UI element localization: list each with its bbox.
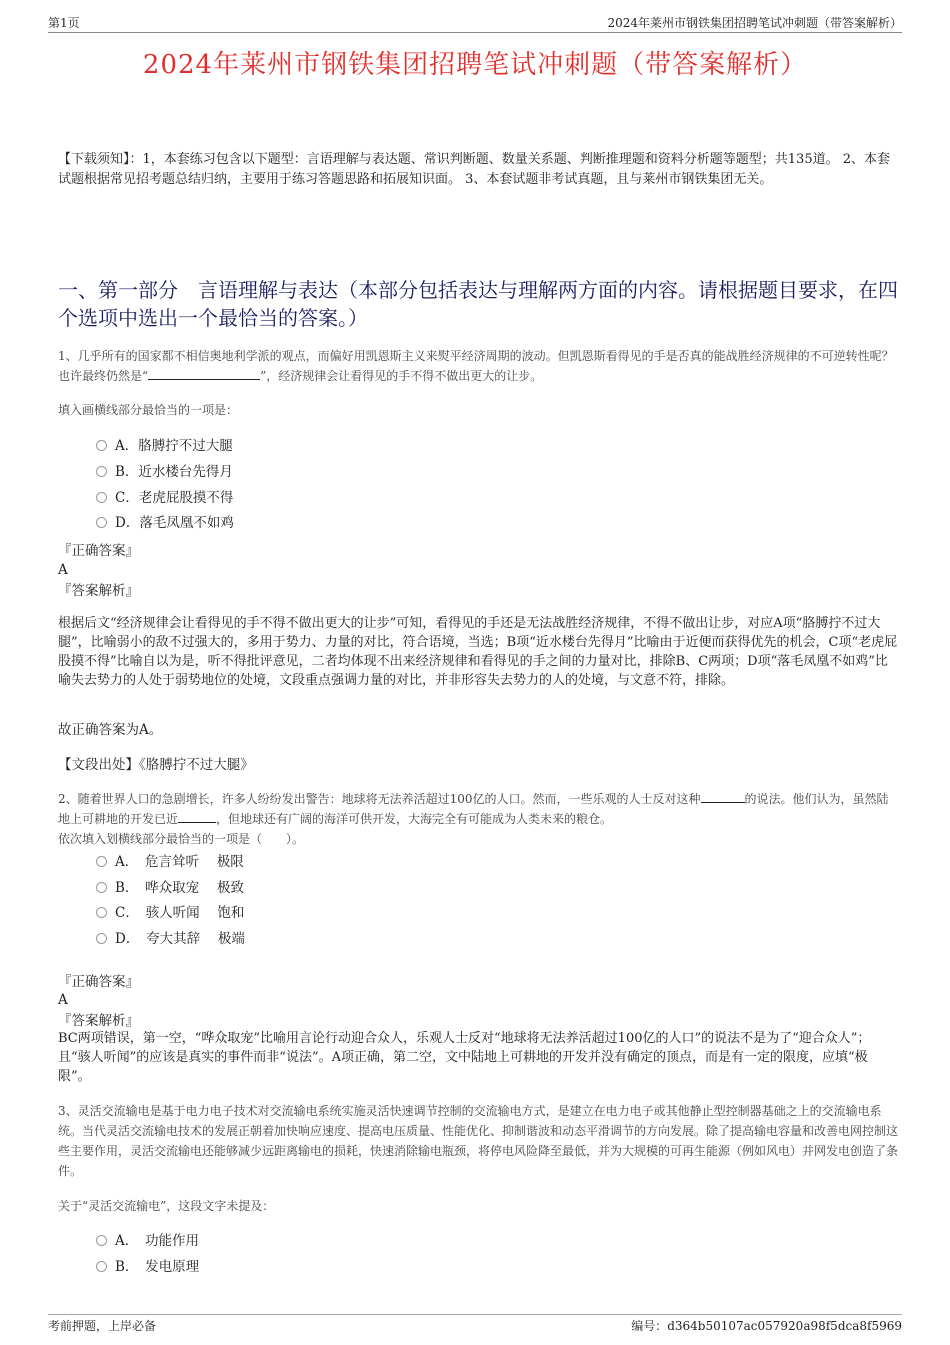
q1-source: 【文段出处】《胳膊拧不过大腿》 <box>58 757 254 773</box>
q2-answer-label: 『正确答案』 <box>58 974 139 990</box>
radio-icon[interactable] <box>96 933 107 944</box>
q2-option-b[interactable]: B． 哗众取宠 极致 <box>96 877 244 899</box>
q2-option-d[interactable]: D． 夸大其辞 极端 <box>96 928 245 950</box>
q2-analysis-label: 『答案解析』 <box>58 1013 139 1029</box>
radio-icon[interactable] <box>96 856 107 867</box>
download-notice: 【下载须知】：1，本套练习包含以下题型：言语理解与表达题、常识判断题、数量关系题、判断推理题和资料分析题等题型；共135道。 2、本套试题根据常见招考题总结归纳，主要用于练习答题思路和拓展知识面。 3、本套试题非考试真题，且与莱州市钢铁集团无关。 <box>58 152 890 187</box>
q2-answer: A <box>58 992 68 1008</box>
q3-option-b[interactable]: B． 发电原理 <box>96 1256 199 1278</box>
radio-icon[interactable] <box>96 882 107 893</box>
q1-option-b[interactable]: B．近水楼台先得月 <box>96 461 233 483</box>
header-doc-title: 2024年莱州市钢铁集团招聘笔试冲刺题（带答案解析） <box>607 16 902 30</box>
radio-icon[interactable] <box>96 517 107 528</box>
q1-answer: A <box>58 562 68 578</box>
radio-icon[interactable] <box>96 1235 107 1246</box>
footer-serial: 编号：d364b50107ac057920a98f5dca8f5969 <box>631 1319 902 1333</box>
q1-conclusion: 故正确答案为A。 <box>58 722 163 738</box>
q1-stem: 1、几乎所有的国家都不相信奥地利学派的观点，而偏好用凯恩斯主义来熨平经济周期的波动。但凯恩斯看得见的手是否真的能战胜经济规律的不可逆转性呢？也许最终仍然是“ ”，经济规律会让看得见的手不得不做出更大的让步。 <box>58 349 894 383</box>
q2-analysis: BC两项错误，第一空，“哗众取宠”比喻用言论行动迎合众人，乐观人士反对“地球将无法养活超过100亿的人口”的说法不是为了“迎合众人”；且“骇人听闻”的应该是真实的事件而非“说法”。A项正确，第二空，文中陆地上可耕地的开发并没有确定的顶点，而是有一定的限度，应填“极限”。 <box>58 1031 871 1084</box>
q1-analysis: 根据后文“经济规律会让看得见的手不得不做出更大的让步”可知，看得见的手还是无法战胜经济规律，不得不做出让步，对应A项“胳膊拧不过大腿”，比喻弱小的敌不过强大的，多用于势力、力量的对比，符合语境，当选；B项“近水楼台先得月”比喻由于近便而获得优先的机会，C项“老虎屁股摸不得”比喻自以为是，听不得批评意见，二者均体现不出来经济规律和看得见的手之间的力量对比，排除B、C两项；D项“落毛凤凰不如鸡”比喻失去势力的人处于弱势地位的处境，文段重点强调力量的对比，并非形容失去势力的人的处境，与文意不符，排除。 <box>58 616 898 688</box>
radio-icon[interactable] <box>96 1261 107 1272</box>
q2-stem: 2、随着世界人口的急剧增长，许多人纷纷发出警告：地球将无法养活超过100亿的人口。然而，一些乐观的人士反对这种 的说法。他们认为，虽然陆地上可耕地的开发已近 ，但地球还有广阔的海洋可供开发，大海完全有可能成为人类未来的粮仓。 <box>58 792 889 826</box>
q1-analysis-label: 『答案解析』 <box>58 583 139 599</box>
q2-option-c[interactable]: C． 骇人听闻 饱和 <box>96 902 244 924</box>
radio-icon[interactable] <box>96 440 107 451</box>
q1-option-d[interactable]: D．落毛凤凰不如鸡 <box>96 512 234 534</box>
q1-answer-label: 『正确答案』 <box>58 543 139 559</box>
section-heading: 一、第一部分 言语理解与表达（本部分包括表达与理解两方面的内容。请根据题目要求，在四个选项中选出一个最恰当的答案。） <box>58 278 898 330</box>
radio-icon[interactable] <box>96 907 107 918</box>
radio-icon[interactable] <box>96 466 107 477</box>
q3-stem: 3、灵活交流输电是基于电力电子技术对交流输电系统实施灵活快速调节控制的交流输电方式，是建立在电力电子或其他静止型控制器基础之上的交流输电系统。当代灵活交流输电技术的发展正朝着加快响应速度、提高电压质量、性能优化、抑制谐波和动态平滑调节的方向发展。除了提高输电容量和改善电网控制这些主要作用，灵活交流输电还能够减少远距离输电的损耗，快速消除输电瓶颈，将停电风险降至最低，并为大规模的可再生能源（例如风电）并网发电创造了条件。 <box>58 1104 899 1178</box>
page-number: 第1页 <box>48 16 80 30</box>
q3-prompt: 关于“灵活交流输电”，这段文字未提及： <box>58 1199 275 1213</box>
page-header <box>48 14 902 33</box>
footer-slogan: 考前押题，上岸必备 <box>48 1319 157 1333</box>
q2-prompt: 依次填入划横线部分最恰当的一项是（ ）。 <box>58 832 305 846</box>
radio-icon[interactable] <box>96 492 107 503</box>
q1-option-c[interactable]: C．老虎屁股摸不得 <box>96 487 233 509</box>
q1-option-a[interactable]: A．胳膊拧不过大腿 <box>96 435 233 457</box>
q2-option-a[interactable]: A． 危言耸听 极限 <box>96 851 244 873</box>
q1-prompt: 填入画横线部分最恰当的一项是： <box>58 403 239 417</box>
q3-option-a[interactable]: A． 功能作用 <box>96 1230 199 1252</box>
page-title: 2024年莱州市钢铁集团招聘笔试冲刺题（带答案解析） <box>142 50 808 80</box>
page-footer <box>48 1314 902 1337</box>
